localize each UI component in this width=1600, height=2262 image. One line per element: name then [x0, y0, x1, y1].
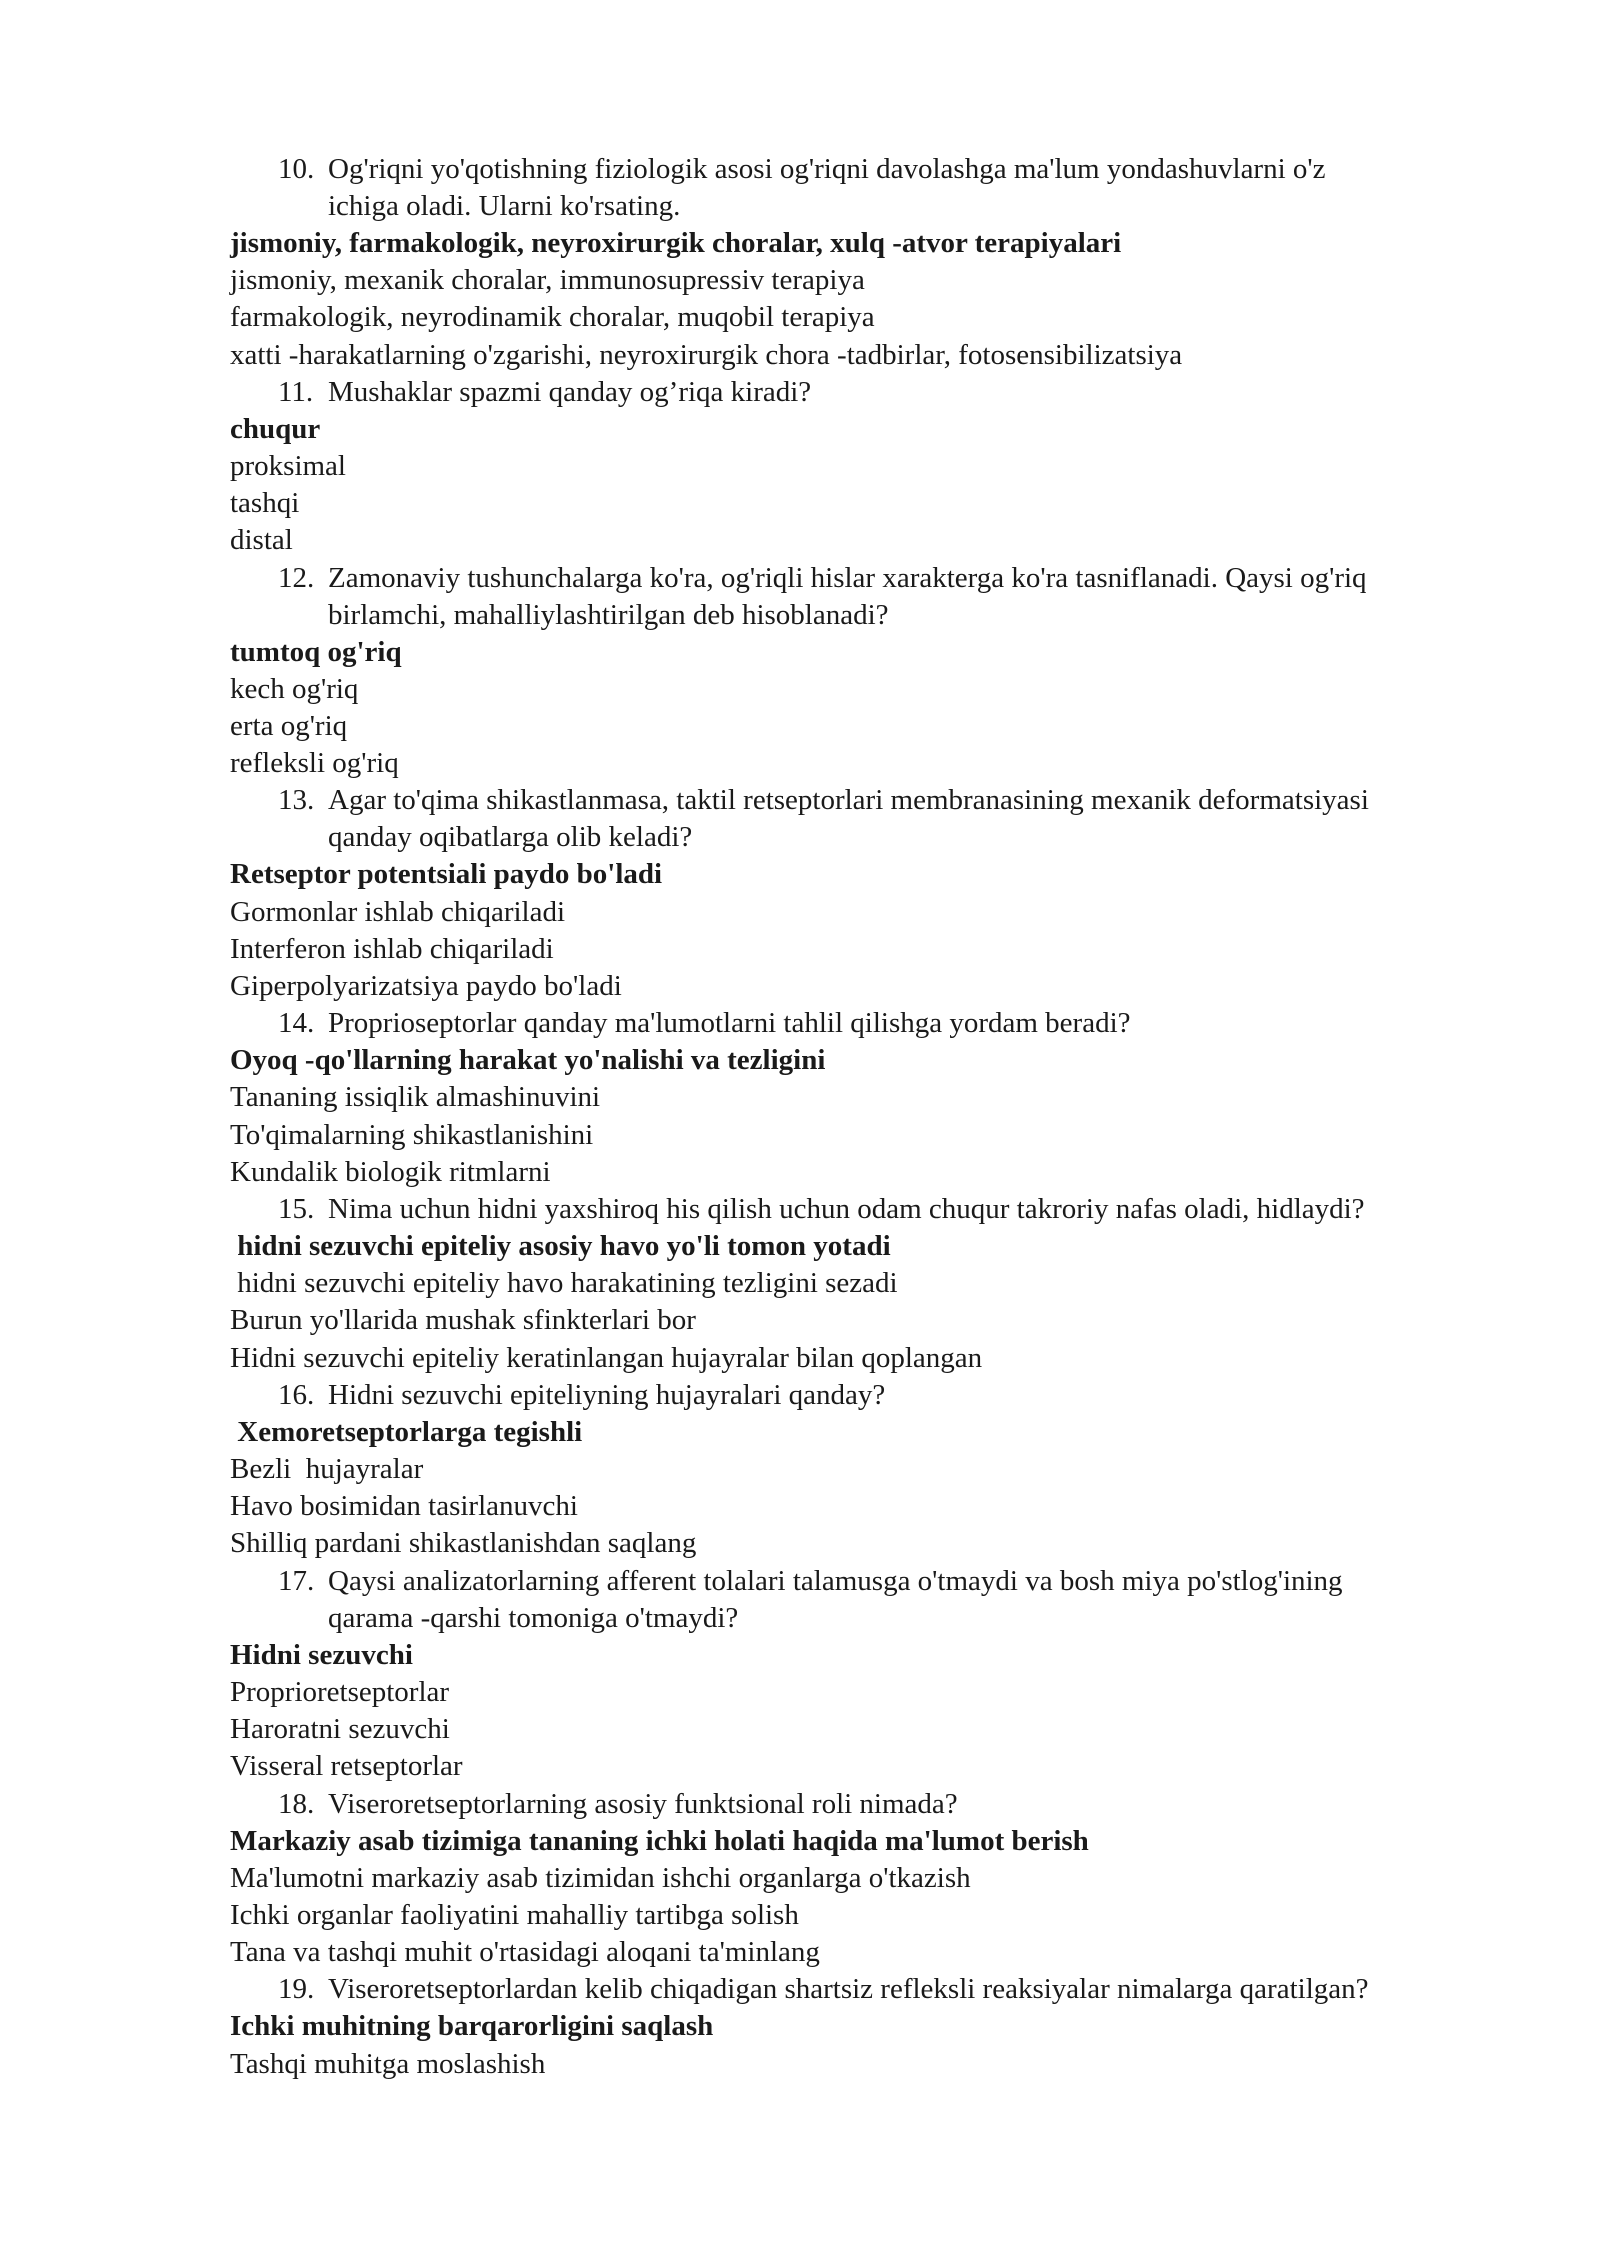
answer-option: Haroratni sezuvchi: [230, 1713, 450, 1746]
answer-option: Ma'lumotni markaziy asab tizimidan ishchi organlarga o'tkazish: [230, 1861, 971, 1894]
question-text: Hidni sezuvchi epiteliyning hujayralari qanday?: [328, 1378, 886, 1411]
answer-option: distal: [230, 524, 293, 557]
answer-option: tashqi: [230, 487, 300, 520]
question-15: [230, 1191, 1530, 1228]
answer-correct: tumtoq og'riq: [230, 635, 402, 668]
question-text: Nima uchun hidni yaxshiroq his qilish uchun odam chuqur takroriy nafas oladi, hidlaydi?: [328, 1193, 1365, 1226]
answer-option: Hidni sezuvchi epiteliy keratinlangan hujayralar bilan qoplangan: [230, 1341, 983, 1374]
answer-correct: Oyoq -qo'llarning harakat yo'nalishi va tezligini: [230, 1044, 826, 1077]
answer-option: Visseral retseptorlar: [230, 1750, 463, 1783]
answer-option: Tana va tashqi muhit o'rtasidagi aloqani ta'minlang: [230, 1936, 820, 1969]
answer-option: hidni sezuvchi epiteliy havo harakatining tezligini sezadi: [230, 1267, 898, 1300]
answer-option: Interferon ishlab chiqariladi: [230, 932, 554, 965]
question-number: 14.: [278, 1007, 315, 1040]
answer-option: erta og'riq: [230, 710, 348, 743]
answer-option: Burun yo'llarida mushak sfinkterlari bor: [230, 1304, 696, 1337]
question-number: 10.: [278, 153, 315, 185]
question-19: [230, 1971, 1530, 2008]
question-text-continued: qarama -qarshi tomoniga o'tmaydi?: [328, 1601, 739, 1634]
question-number: 13.: [278, 784, 315, 817]
question-12: [230, 560, 1530, 634]
question-number: 16.: [278, 1378, 315, 1411]
answer-option: Tashqi muhitga moslashish: [230, 2047, 546, 2080]
answer-correct: Hidni sezuvchi: [230, 1638, 413, 1671]
answer-option: Giperpolyarizatsiya paydo bo'ladi: [230, 970, 622, 1003]
question-text: Viseroretseptorlardan kelib chiqadigan shartsiz refleksli reaksiyalar nimalarga qaratilgan?: [328, 1973, 1369, 2006]
question-text-continued: qanday oqibatlarga olib keladi?: [328, 821, 693, 854]
question-10: [230, 151, 1530, 225]
answer-correct: Retseptor potentsiali paydo bo'ladi: [230, 858, 663, 891]
question-text: Viseroretseptorlarning asosiy funktsional roli nimada?: [328, 1787, 958, 1820]
question-number: 15.: [278, 1193, 315, 1226]
question-text: Zamonaviy tushunchalarga ko'ra, og'riqli hislar xarakterga ko'ra tasniflanadi. Qaysi og'riq: [328, 561, 1367, 594]
answer-correct: Xemoretseptorlarga tegishli: [230, 1415, 583, 1448]
answer-option: Shilliq pardani shikastlanishdan saqlang: [230, 1527, 697, 1560]
question-text: Mushaklar spazmi qanday og’riqa kiradi?: [328, 375, 812, 408]
answer-correct: Ichki muhitning barqarorligini saqlash: [230, 2010, 714, 2043]
answer-option: Tananing issiqlik almashinuvini: [230, 1081, 601, 1114]
answer-option: Havo bosimidan tasirlanuvchi: [230, 1490, 578, 1523]
answer-option: xatti -harakatlarning o'zgarishi, neyroxirurgik chora -tadbirlar, fotosensibilizatsiya: [230, 338, 1183, 371]
answer-option: jismoniy, mexanik choralar, immunosupressiv terapiya: [230, 264, 865, 297]
question-list: [230, 151, 1530, 2083]
answer-option: proksimal: [230, 450, 346, 483]
question-number: 17.: [278, 1564, 315, 1597]
answer-correct: hidni sezuvchi epiteliy asosiy havo yo'li tomon yotadi: [230, 1230, 891, 1263]
answer-correct: chuqur: [230, 412, 321, 445]
question-text-continued: birlamchi, mahalliylashtirilgan deb hisoblanadi?: [328, 598, 889, 631]
question-17: [230, 1563, 1530, 1637]
question-text: Qaysi analizatorlarning afferent tolalari talamusga o'tmaydi va bosh miya po'stlog'ining: [328, 1564, 1343, 1597]
answer-option: Bezli hujayralar: [230, 1453, 424, 1486]
question-text: Agar to'qima shikastlanmasa, taktil retseptorlari membranasining mexanik deformatsiyasi: [328, 784, 1369, 817]
answer-option: Ichki organlar faoliyatini mahalliy tartibga solish: [230, 1898, 799, 1931]
question-16: [230, 1377, 1530, 1414]
question-11: [230, 374, 1530, 411]
question-number: 12.: [278, 561, 315, 594]
question-13: [230, 782, 1530, 856]
answer-correct: Markaziy asab tizimiga tananing ichki holati haqida ma'lumot berish: [230, 1824, 1089, 1857]
answer-option: To'qimalarning shikastlanishini: [230, 1118, 594, 1151]
answer-option: Gormonlar ishlab chiqariladi: [230, 895, 566, 928]
answer-option: refleksli og'riq: [230, 747, 399, 780]
answer-option: farmakologik, neyrodinamik choralar, muqobil terapiya: [230, 301, 875, 334]
question-text-continued: ichiga oladi. Ularni ko'rsating.: [328, 190, 681, 222]
answer-correct: jismoniy, farmakologik, neyroxirurgik choralar, xulq -atvor terapiyalari: [230, 227, 1122, 259]
question-number: 18.: [278, 1787, 315, 1820]
question-text: Proprioseptorlar qanday ma'lumotlarni tahlil qilishga yordam beradi?: [328, 1007, 1131, 1040]
question-18: [230, 1786, 1530, 1823]
answer-option: Kundalik biologik ritmlarni: [230, 1155, 551, 1188]
question-14: [230, 1005, 1530, 1042]
question-number: 11.: [278, 375, 314, 408]
answer-option: kech og'riq: [230, 672, 359, 705]
question-number: 19.: [278, 1973, 315, 2006]
question-text: Og'riqni yo'qotishning fiziologik asosi og'riqni davolashga ma'lum yondashuvlarni o'z: [328, 153, 1326, 185]
answer-option: Proprioretseptorlar: [230, 1675, 450, 1708]
